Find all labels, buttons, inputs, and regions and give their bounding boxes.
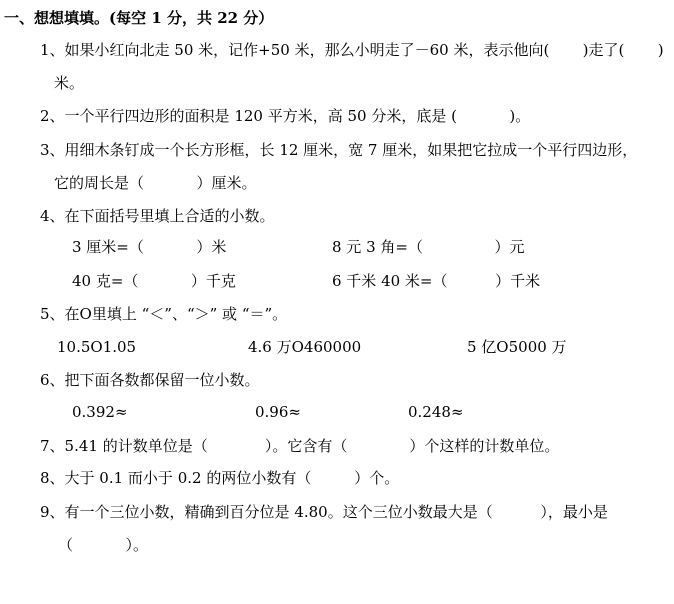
question-3-line-2: 它的周长是（ ）厘米。 <box>54 174 257 192</box>
question-5-item: 4.6 万O460000 <box>248 338 362 356</box>
question-9-line-2: （ ）。 <box>58 536 148 554</box>
question-3-line-1: 3、用细木条钉成一个长方形框，长 12 厘米，宽 7 厘米，如果把它拉成一个平行四边形， <box>40 141 638 159</box>
question-8: 8、大于 0.1 而小于 0.2 的两位小数有（ ）个。 <box>40 469 400 487</box>
question-6-item: 0.248≈ <box>408 403 464 421</box>
question-4-prompt: 4、在下面括号里填上合适的小数。 <box>40 207 275 225</box>
question-1-line-1: 1、如果小红向北走 50 米，记作+50 米，那么小明走了－60 米，表示他向( )走了( ) <box>40 41 664 59</box>
question-1-line-2: 米。 <box>54 74 85 92</box>
question-6-prompt: 6、把下面各数都保留一位小数。 <box>40 371 260 389</box>
question-4-item: 6 千米 40 米=（ ）千米 <box>332 272 541 290</box>
question-6-item: 0.392≈ <box>72 403 128 421</box>
question-7: 7、5.41 的计数单位是（ ）。它含有（ ）个这样的计数单位。 <box>40 437 560 455</box>
section-heading: 一、想想填填。(每空 1 分，共 22 分） <box>4 9 274 27</box>
question-4-item: 40 克=（ ）千克 <box>72 272 236 290</box>
question-5-prompt: 5、在O里填上 “＜”、“＞” 或 “＝”。 <box>40 305 288 323</box>
question-5-item: 5 亿O5000 万 <box>467 338 567 356</box>
question-4-item: 3 厘米=（ ）米 <box>72 238 227 256</box>
question-5-item: 10.5O1.05 <box>57 338 137 356</box>
question-9-line-1: 9、有一个三位小数，精确到百分位是 4.80。这个三位小数最大是（ ），最小是 <box>40 503 608 521</box>
question-2: 2、一个平行四边形的面积是 120 平方米，高 50 分米，底是 ( )。 <box>40 107 531 125</box>
question-4-item: 8 元 3 角=（ ）元 <box>332 238 525 256</box>
question-6-item: 0.96≈ <box>255 403 301 421</box>
